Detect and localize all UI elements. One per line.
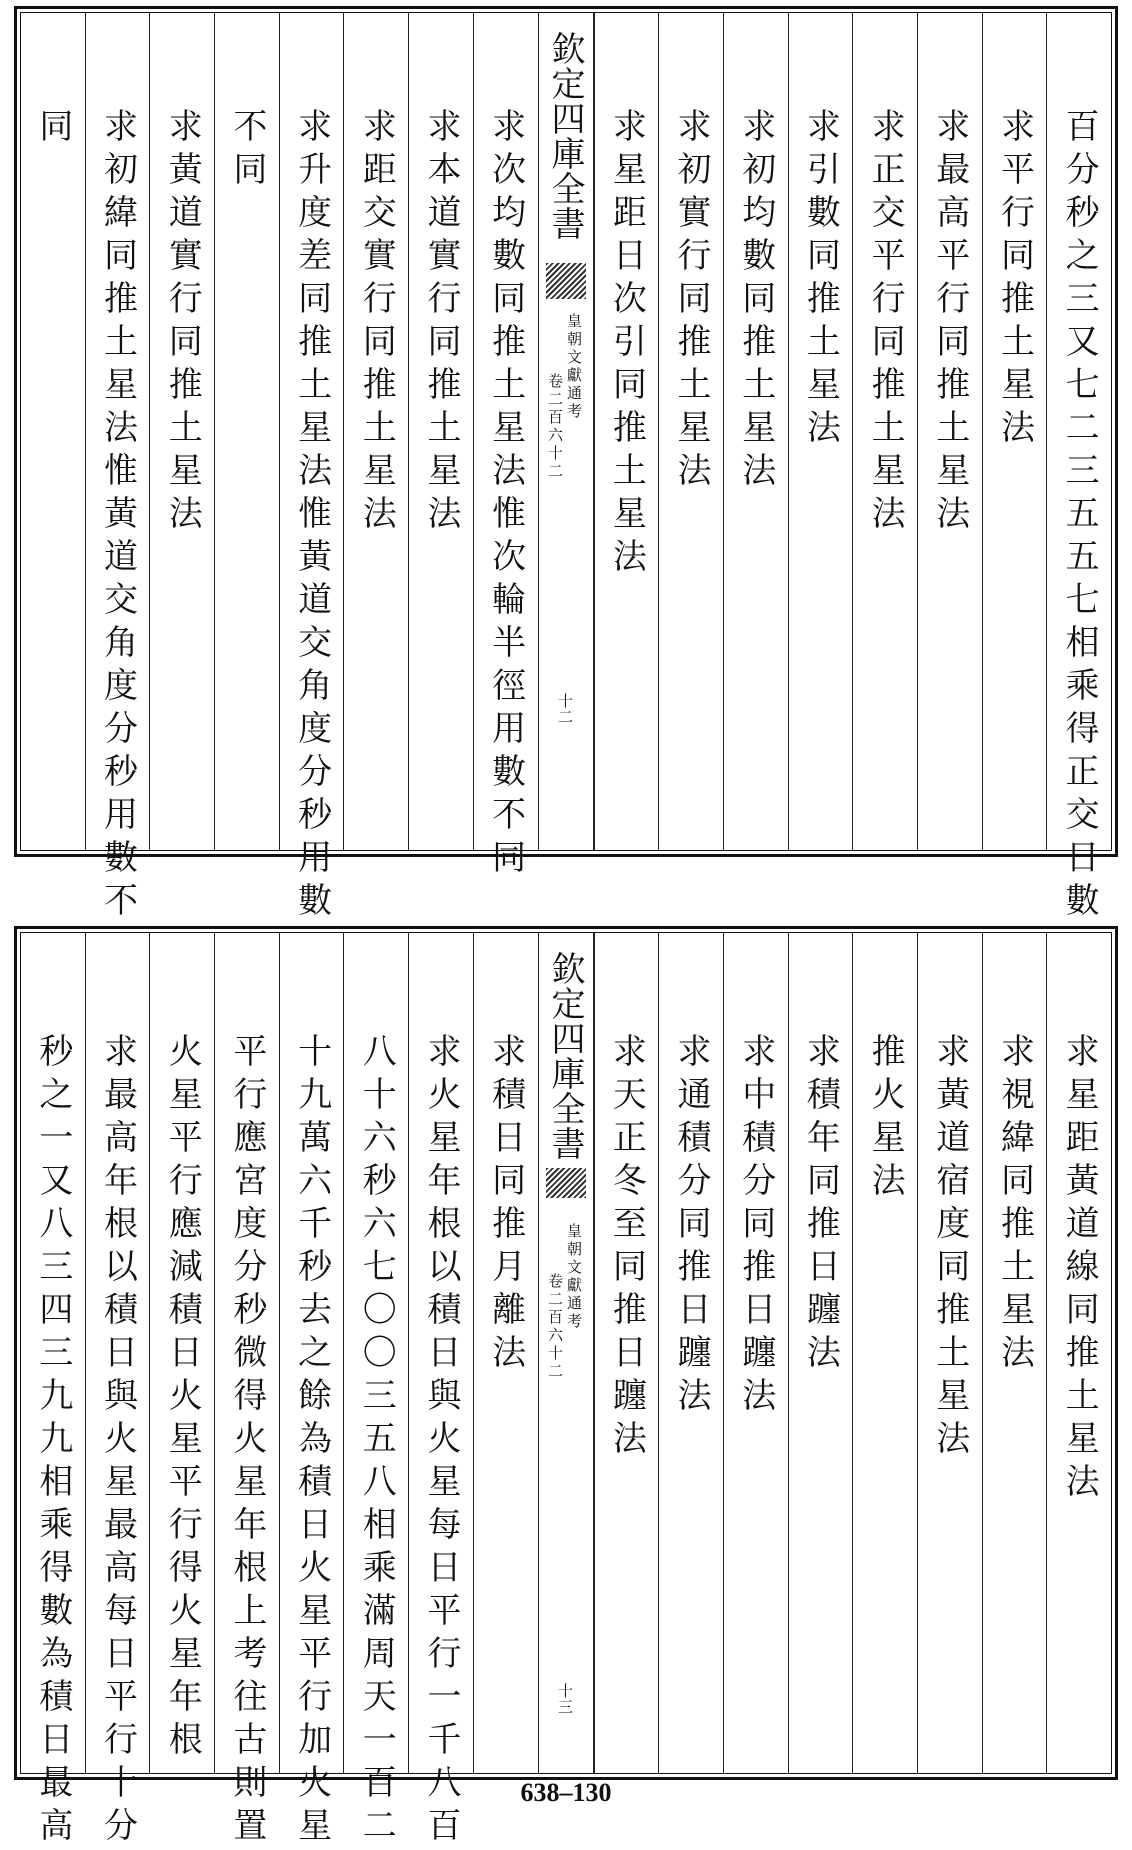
column-text: 火星平行應減積日火星平行得火星年根: [162, 1033, 203, 1764]
column-text: 同: [32, 108, 73, 151]
text-column: [343, 13, 408, 850]
text-column: [408, 13, 473, 850]
column-text: 八十六秒六七〇〇三五八相乘滿周天一百二: [356, 1033, 397, 1850]
text-column: [149, 13, 214, 850]
text-column: [85, 13, 150, 925]
fold-page-number: 十三: [556, 1683, 574, 1715]
page-top: [14, 6, 1118, 925]
text-column: [279, 13, 344, 925]
column-text: 推火星法: [865, 1033, 906, 1205]
column-text: 求升度差同推土星法惟黃道交角度分秒用數: [291, 108, 332, 925]
column-text: 不同: [226, 108, 267, 194]
column-text: 求正交平行同推土星法: [865, 108, 906, 538]
text-column: [658, 933, 723, 1773]
text-column: [917, 13, 982, 850]
column-text: 求初均數同推土星法: [735, 108, 776, 495]
column-text: 求黃道宿度同推土星法: [929, 1033, 970, 1463]
text-column: [852, 13, 917, 850]
fold-ornament: [546, 263, 586, 299]
column-text: 求通積分同推日躔法: [671, 1033, 712, 1420]
text-column: [594, 13, 659, 850]
text-column: [723, 13, 788, 850]
column-text: 求天正冬至同推日躔法: [606, 1033, 647, 1463]
column-text: 求次均數同推土星法惟次輪半徑用數不同: [485, 108, 526, 882]
fold-volume: 卷二百六十二: [546, 1273, 564, 1381]
column-text: 十九萬六千秒去之餘為積日火星平行加火星: [291, 1033, 332, 1850]
column-text: 求最高年根以積日與火星最高每日平行十分: [97, 1033, 138, 1850]
fold-book-title: 皇朝文獻通考: [565, 1223, 583, 1331]
column-text: 求星距黃道線同推土星法: [1059, 1033, 1100, 1506]
text-column: [982, 13, 1047, 850]
column-text: 求引數同推土星法: [800, 108, 841, 452]
column-text: 求平行同推土星法: [994, 108, 1035, 452]
text-column: [85, 933, 150, 1850]
column-text: 百分秒之三又七二三五五七相乘得正交日數: [1059, 108, 1100, 925]
text-column: [1046, 13, 1111, 925]
text-column: [21, 13, 85, 850]
center-fold: [538, 13, 594, 850]
fold-book-title: 皇朝文獻通考: [565, 313, 583, 421]
text-column: [214, 13, 279, 850]
column-text: 求距交實行同推土星法: [356, 108, 397, 538]
text-column: [788, 13, 853, 850]
column-text: 求初實行同推土星法: [671, 108, 712, 495]
text-column: [788, 933, 853, 1773]
text-column: [1046, 933, 1111, 1773]
text-column: [21, 933, 85, 1850]
text-column: [408, 933, 473, 1850]
fold-volume: 卷二百六十二: [546, 373, 564, 481]
text-column: [723, 933, 788, 1773]
column-text: 求積日同推月離法: [485, 1033, 526, 1377]
column-text: 求初緯同推土星法惟黃道交角度分秒用數不: [97, 108, 138, 925]
column-text: 求視緯同推土星法: [994, 1033, 1035, 1377]
column-text: 求本道實行同推土星法: [420, 108, 461, 538]
text-column: [343, 933, 408, 1850]
page-reference-number: 638–130: [520, 1778, 612, 1807]
fold-title: 欽定四庫全書: [545, 31, 585, 241]
column-text: 求中積分同推日躔法: [735, 1033, 776, 1420]
text-column: [214, 933, 279, 1850]
column-text: 求星距日次引同推土星法: [606, 108, 647, 581]
text-column: [279, 933, 344, 1850]
center-fold: [538, 933, 594, 1773]
column-text: 求最高平行同推土星法: [929, 108, 970, 538]
text-column: [149, 933, 214, 1773]
fold-page-number: 十二: [556, 693, 574, 725]
text-column: [473, 13, 538, 882]
text-column: [917, 933, 982, 1773]
column-text: 求積年同推日躔法: [800, 1033, 841, 1377]
column-text: 秒之一又八三四三九九相乘得數為積日最高: [32, 1033, 73, 1850]
text-column: [473, 933, 538, 1773]
fold-ornament: [546, 1168, 586, 1198]
column-text: 求黃道實行同推土星法: [162, 108, 203, 538]
text-column: [594, 933, 659, 1773]
fold-title: 欽定四庫全書: [545, 951, 585, 1161]
text-column: [982, 933, 1047, 1773]
text-column: [658, 13, 723, 850]
text-column: [852, 933, 917, 1773]
column-text: 求火星年根以積日與火星每日平行一千八百: [420, 1033, 461, 1850]
column-text: 平行應宮度分秒微得火星年根上考往古則置: [226, 1033, 267, 1850]
